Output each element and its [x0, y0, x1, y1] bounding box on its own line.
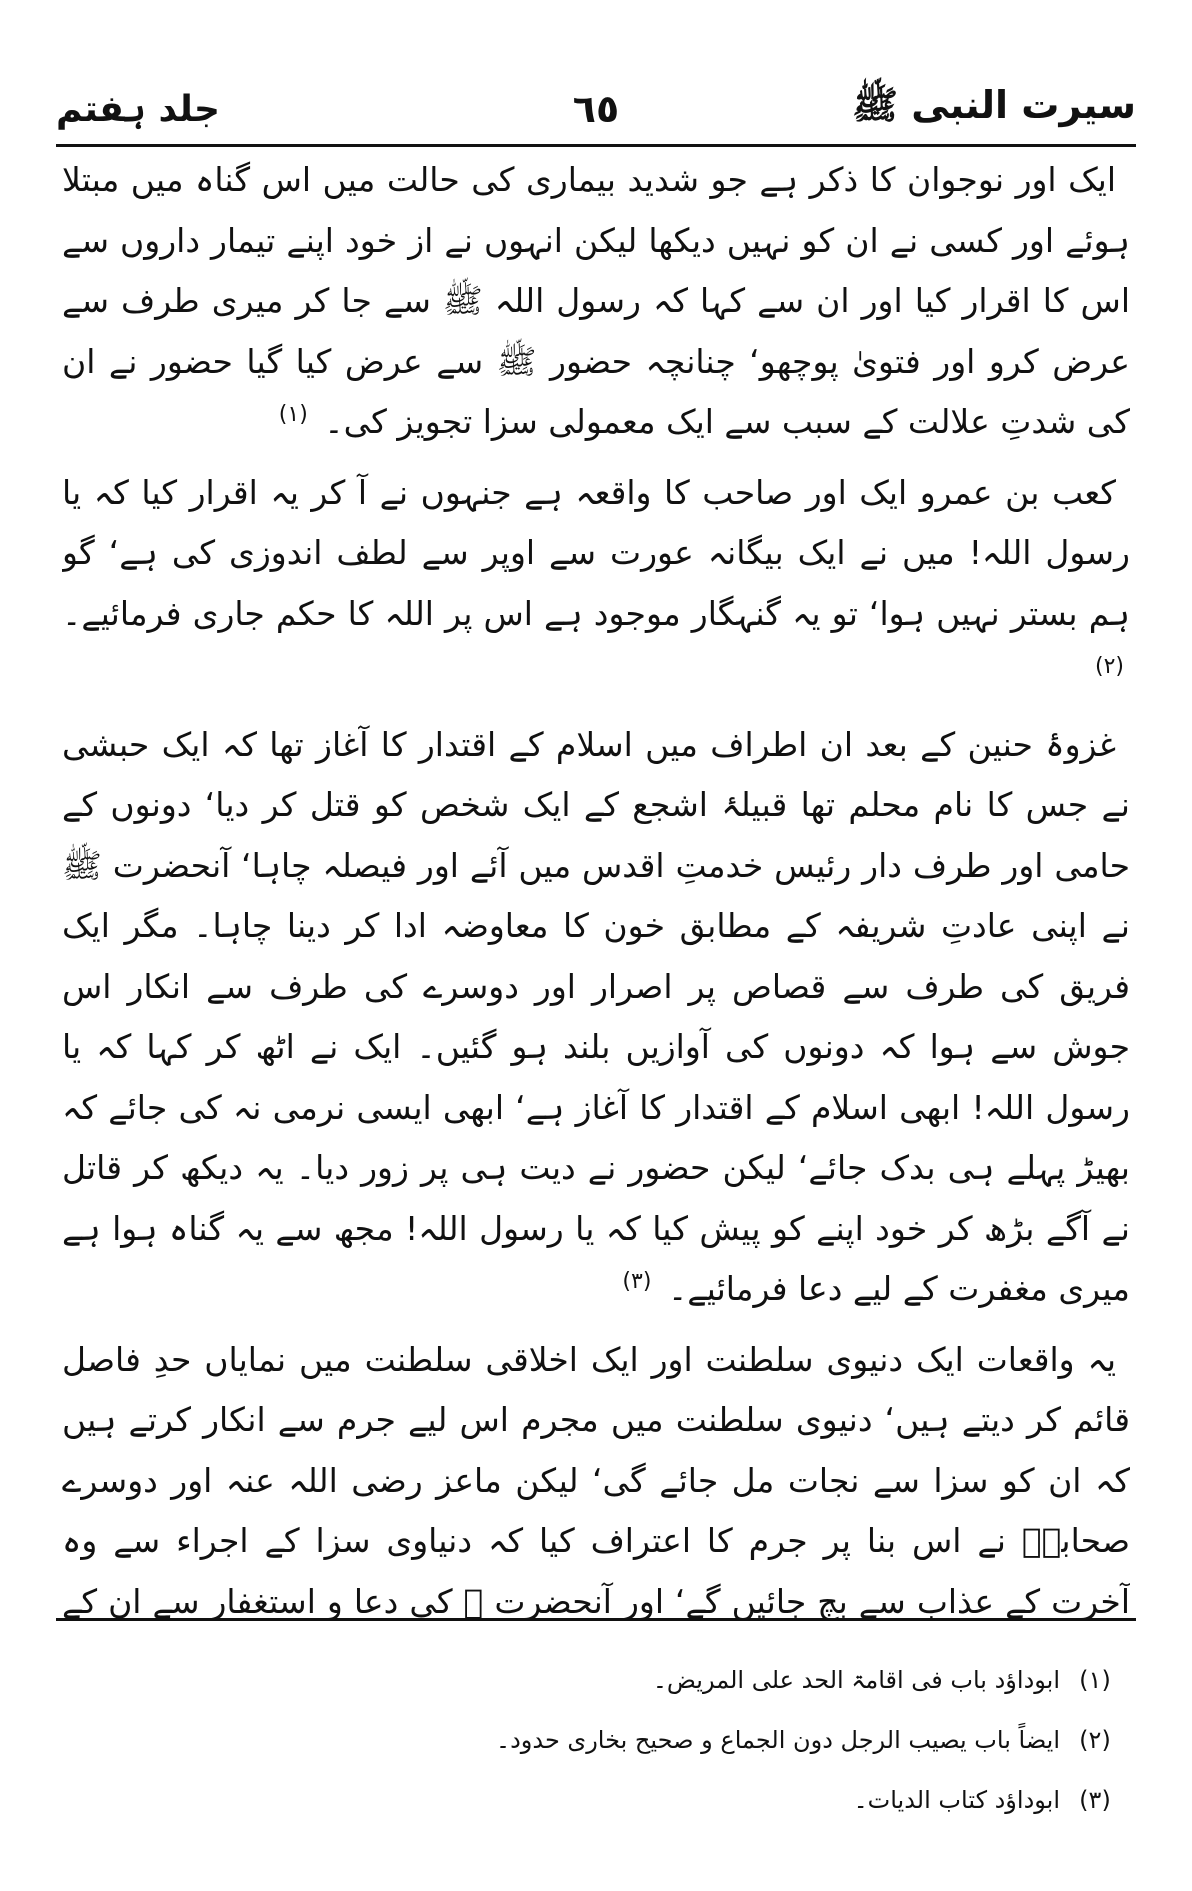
footnote-reference: (۱) — [278, 402, 308, 427]
footnote-reference: (۳) — [622, 1269, 652, 1294]
footnote — [62, 1710, 1130, 1770]
footnote-divider — [56, 1618, 1136, 1621]
paragraph — [62, 1330, 1130, 1621]
footnote-text: ابوداؤد باب فی اقامۃ الحد علی المریض۔ — [652, 1666, 1060, 1694]
footnote-marker: (۳) — [1079, 1786, 1111, 1814]
footnote-reference: (۲) — [1094, 654, 1124, 679]
main-text — [62, 150, 1130, 1620]
page-header — [56, 74, 1136, 147]
paragraph-text: غزوۂ حنین کے بعد ان اطراف میں اسلام کے اقتدار کا آغاز تھا کہ ایک حبشی نے جس کا نام محلم تھا قبیلۂ اشجع کے ایک شخص کو قتل کر دیا‘ دونوں کے حامی اور طرف دار رئیس خدمتِ اقدس میں آئے اور فیصلہ چاہا‘ آنحضرت ﷺ نے اپنی عادتِ شریفہ کے مطابق خون کا معاوضہ ادا کر دینا چاہا۔ مگر ایک فریق کی طرف سے قصاص پر اصرار اور دوسرے کی طرف سے انکار اس جوش سے ہوا کہ دونوں کی آوازیں بلند ہو گئیں۔ ایک نے اٹھ کر کہا کہ یا رسول اللہ! ابھی اسلام کے اقتدار کا آغاز ہے‘ ابھی ایسی نرمی نہ کی جائے کہ بھیڑ پہلے ہی بدک جائے‘ لیکن حضور نے دیت ہی پر زور دیا۔ یہ دیکھ کر قاتل نے آگے بڑھ کر خود اپنے کو پیش کیا کہ یا رسول اللہ! مجھ سے یہ گناہ ہوا ہے میری مغفرت کے لیے دعا فرمائیے۔ — [62, 724, 1130, 1308]
page-number: ٦٥ — [572, 87, 620, 131]
paragraph-text: یہ واقعات ایک دنیوی سلطنت اور ایک اخلاقی سلطنت میں نمایاں حدِ فاصل قائم کر دیتے ہیں‘ دنیوی سلطنت میں مجرم اس لیے جرم سے انکار کرتے ہیں کہ ان کو سزا سے نجات مل جائے گی‘ لیکن ماعز رضی اللہ عنہ اور دوسرے صحابہؓ نے اس بنا پر جرم کا اعتراف کیا کہ دنیاوی سزا کے اجراء سے وہ آخرت کے عذاب سے بچ جائیں گے‘ اور آنحضرت ﷺ کی دعا و استغفار سے ان کے — [62, 1339, 1130, 1620]
footnote-text: ابوداؤد کتاب الدیات۔ — [853, 1786, 1060, 1814]
footnote-marker: (۲) — [1079, 1726, 1111, 1754]
footnote-text: ایضاً باب یصیب الرجل دون الجماع و صحیح بخاری حدود۔ — [496, 1726, 1060, 1754]
paragraph — [62, 463, 1130, 705]
footnotes — [62, 1650, 1130, 1830]
footnote — [62, 1650, 1130, 1710]
running-title: سیرت النبی ﷺ — [852, 82, 1136, 127]
footnote — [62, 1770, 1130, 1830]
paragraph — [62, 150, 1130, 453]
footnote-marker: (۱) — [1079, 1666, 1111, 1694]
paragraph-text: کعب بن عمرو ایک اور صاحب کا واقعہ ہے جنہوں نے آ کر یہ اقرار کیا کہ یا رسول اللہ! میں نے ایک بیگانہ عورت سے اوپر سے لطف اندوزی کی ہے‘ گو ہم بستر نہیں ہوا‘ تو یہ گنہگار موجود ہے اس پر اللہ کا حکم جاری فرمائیے۔ — [62, 472, 1130, 633]
volume-label: جلد ہفتم — [56, 88, 220, 130]
paragraph — [62, 715, 1130, 1320]
paragraph-text: ایک اور نوجوان کا ذکر ہے جو شدید بیماری کی حالت میں اس گناہ میں مبتلا ہوئے اور کسی نے ان کو نہیں دیکھا لیکن انہوں نے از خود اپنے تیمار داروں سے اس کا اقرار کیا اور ان سے کہا کہ رسول اللہ ﷺ سے جا کر میری طرف سے عرض کرو اور فتویٰ پوچھو‘ چنانچہ حضور ﷺ سے عرض کیا گیا حضور نے ان کی شدتِ علالت کے سبب سے ایک معمولی سزا تجویز کی۔ — [62, 160, 1130, 441]
